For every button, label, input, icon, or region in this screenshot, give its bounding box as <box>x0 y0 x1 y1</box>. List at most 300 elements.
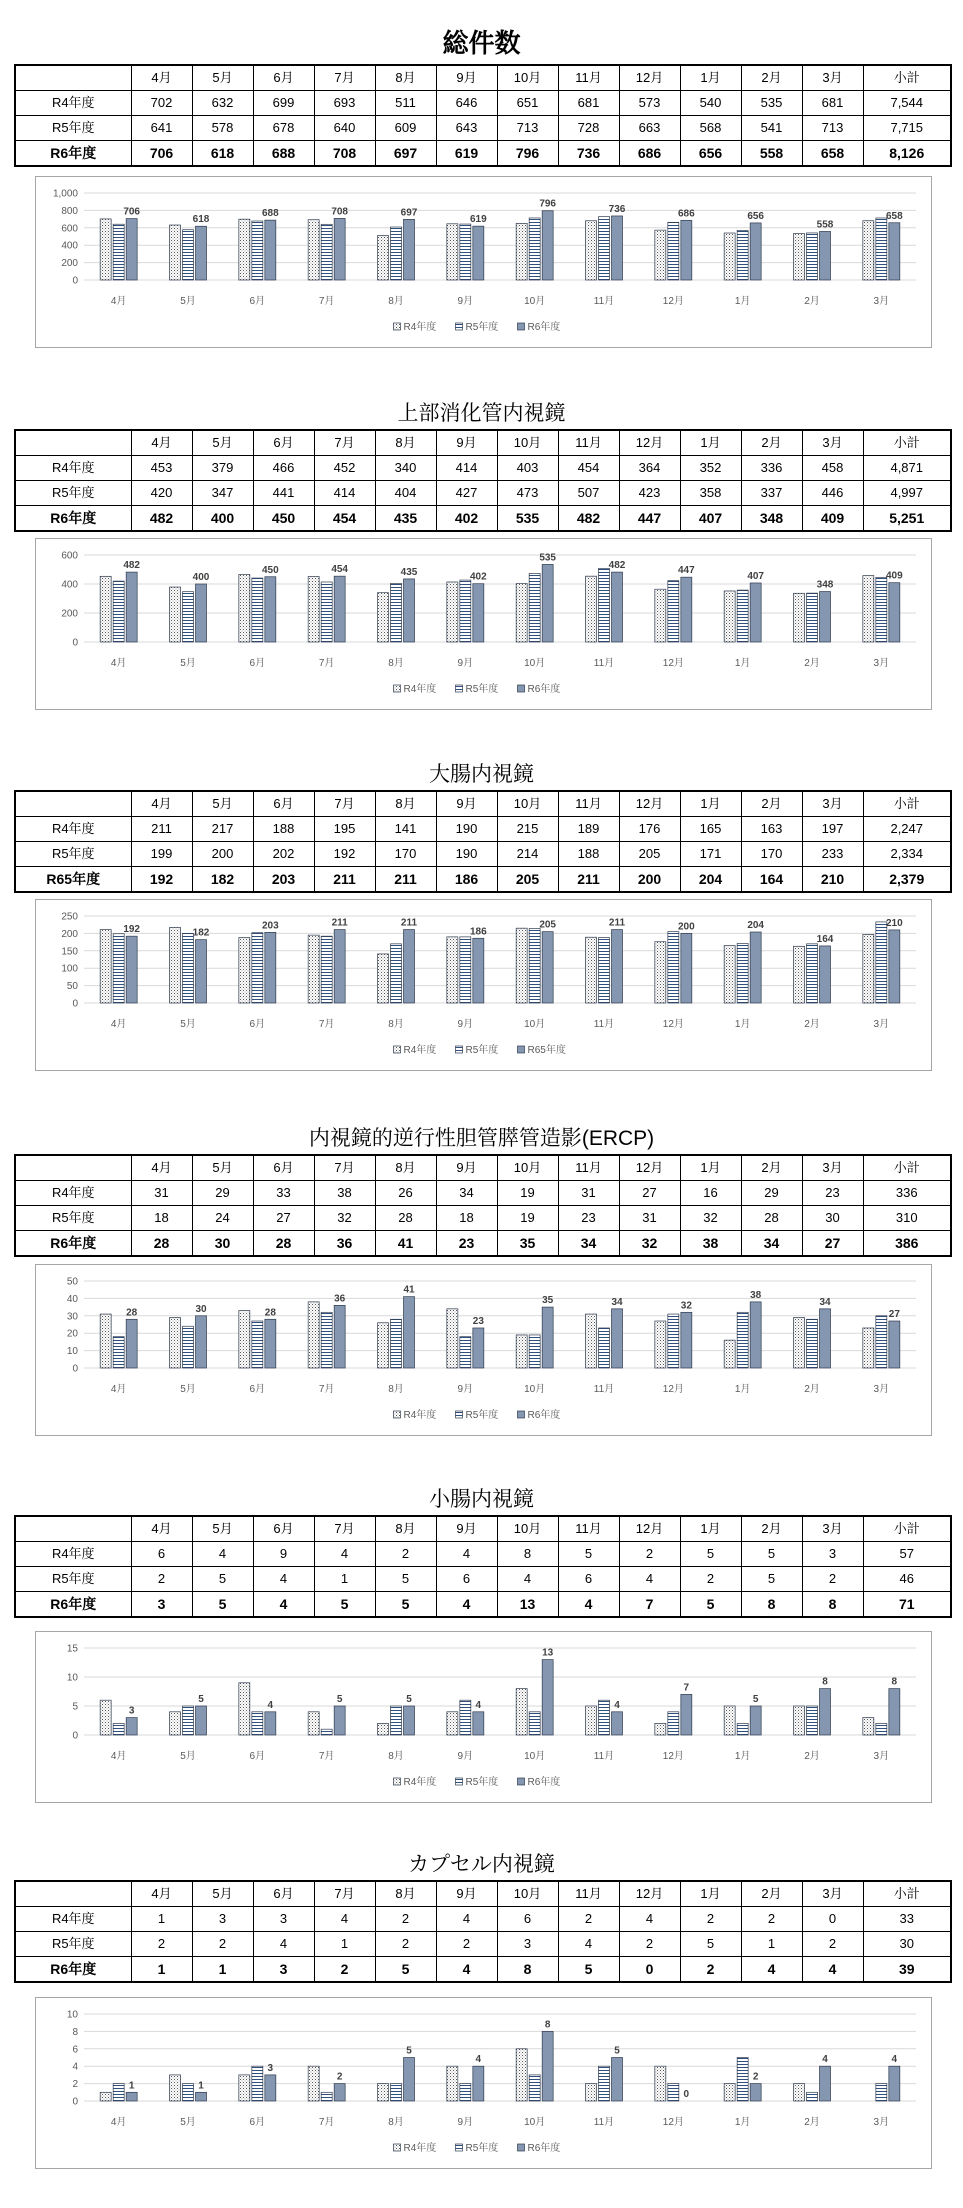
bar-R4年度 <box>308 1302 319 1368</box>
subtotal-header: 小計 <box>863 1516 951 1542</box>
bar-R6年度 <box>404 1706 415 1735</box>
cell-value: 214 <box>497 842 558 867</box>
data-label: 210 <box>885 917 903 929</box>
cell-value: 535 <box>741 91 802 116</box>
cell-value: 646 <box>436 91 497 116</box>
bar-R5年度 <box>737 231 748 280</box>
bar-R5年度 <box>183 592 194 642</box>
bar-R5年度 <box>321 1729 332 1735</box>
cell-value: 4 <box>558 1932 619 1957</box>
cell-value: 2 <box>680 1907 741 1932</box>
month-header: 12月 <box>619 430 680 456</box>
cell-value: 9 <box>253 1542 314 1567</box>
month-header: 7月 <box>314 1516 375 1542</box>
cell-value: 427 <box>436 481 497 506</box>
bar-R65年度 <box>196 940 207 1003</box>
legend-label: R4年度 <box>403 1045 437 1056</box>
cell-value: 5 <box>375 1957 436 1983</box>
cell-value: 1 <box>192 1957 253 1983</box>
bar-R65年度 <box>750 932 761 1003</box>
bar-R5年度 <box>668 222 679 280</box>
cell-value: 618 <box>192 141 253 167</box>
row-label: R6年度 <box>15 1592 131 1618</box>
cell-value: 466 <box>253 456 314 481</box>
row-total: 386 <box>863 1231 951 1257</box>
x-tick-label: 7月 <box>318 1019 335 1030</box>
data-label: 450 <box>261 564 279 576</box>
data-label: 5 <box>198 1694 204 1705</box>
bar-R5年度 <box>391 1319 402 1368</box>
cell-value: 414 <box>436 456 497 481</box>
bar-R65年度 <box>612 930 623 1003</box>
data-label: 38 <box>750 1289 762 1301</box>
x-tick-label: 9月 <box>457 1384 474 1395</box>
table-row <box>15 91 951 116</box>
x-tick-label: 10月 <box>524 1384 546 1395</box>
cell-value: 6 <box>131 1542 192 1567</box>
subtotal-header: 小計 <box>863 65 951 91</box>
row-total: 4,871 <box>863 456 951 481</box>
cell-value: 210 <box>802 867 863 893</box>
bar-R6年度 <box>820 1689 831 1735</box>
x-tick-label: 2月 <box>804 1019 820 1030</box>
cell-value: 19 <box>497 1181 558 1206</box>
month-header: 3月 <box>802 1155 863 1181</box>
cell-value: 4 <box>192 1542 253 1567</box>
month-header: 1月 <box>680 65 741 91</box>
cell-value: 5 <box>314 1592 375 1618</box>
month-header: 12月 <box>619 65 680 91</box>
section-title: 大腸内視鏡 <box>429 763 534 786</box>
bar-R5年度 <box>183 230 194 280</box>
bar-R4年度 <box>239 219 250 280</box>
cell-value: 3 <box>131 1592 192 1618</box>
month-header: 5月 <box>192 65 253 91</box>
month-header: 12月 <box>619 791 680 817</box>
legend-label: R65年度 <box>527 1045 566 1056</box>
cell-value: 1 <box>741 1932 802 1957</box>
month-header: 7月 <box>314 430 375 456</box>
cell-value: 609 <box>375 116 436 141</box>
legend-label: R6年度 <box>527 1777 561 1788</box>
month-header: 9月 <box>436 791 497 817</box>
cell-value: 4 <box>802 1957 863 1983</box>
month-header: 11月 <box>558 65 619 91</box>
x-tick-label: 3月 <box>873 296 890 307</box>
data-label: 0 <box>683 2089 690 2100</box>
cell-value: 211 <box>314 867 375 893</box>
cell-value: 141 <box>375 817 436 842</box>
legend-label: R4年度 <box>403 322 437 333</box>
cell-value: 2 <box>436 1932 497 1957</box>
cell-value: 197 <box>802 817 863 842</box>
cell-value: 541 <box>741 116 802 141</box>
bar-R4年度 <box>794 946 805 1003</box>
month-header: 6月 <box>253 1881 314 1907</box>
bar-R5年度 <box>668 1314 679 1368</box>
bar-R65年度 <box>265 932 276 1003</box>
data-label: 1 <box>128 2080 135 2092</box>
bar-R5年度 <box>529 1712 540 1735</box>
cell-value: 348 <box>741 506 802 532</box>
x-tick-label: 9月 <box>457 1019 474 1030</box>
bar-R6年度 <box>473 2066 484 2101</box>
x-tick-label: 9月 <box>457 2117 474 2128</box>
cell-value: 188 <box>253 817 314 842</box>
month-header: 6月 <box>253 430 314 456</box>
row-label: R5年度 <box>15 842 131 867</box>
row-total: 7,715 <box>863 116 951 141</box>
legend-label: R4年度 <box>403 2143 437 2154</box>
x-tick-label: 11月 <box>593 2117 615 2128</box>
cell-value: 192 <box>131 867 192 893</box>
bar-R6年度 <box>820 1309 831 1368</box>
bar-R4年度 <box>100 1314 111 1368</box>
x-tick-label: 3月 <box>873 1384 890 1395</box>
data-label: 13 <box>542 1647 554 1659</box>
x-tick-label: 6月 <box>249 296 266 307</box>
cell-value: 379 <box>192 456 253 481</box>
bar-R4年度 <box>100 1700 111 1735</box>
cell-value: 336 <box>741 456 802 481</box>
month-header: 9月 <box>436 430 497 456</box>
bar-R4年度 <box>516 2049 527 2101</box>
table-row <box>15 817 951 842</box>
row-total: 8,126 <box>863 141 951 167</box>
cell-value: 190 <box>436 842 497 867</box>
data-label: 482 <box>608 560 626 572</box>
bar-R4年度 <box>100 930 111 1003</box>
cell-value: 28 <box>131 1231 192 1257</box>
bar-R4年度 <box>378 1323 389 1368</box>
month-header: 2月 <box>741 1516 802 1542</box>
cell-value: 435 <box>375 506 436 532</box>
legend-swatch <box>518 323 525 330</box>
legend-swatch <box>518 1411 525 1418</box>
y-tick-label: 250 <box>61 911 78 923</box>
cell-value: 641 <box>131 116 192 141</box>
cell-value: 18 <box>436 1206 497 1231</box>
cell-value: 699 <box>253 91 314 116</box>
section-title: カプセル内視鏡 <box>408 1853 555 1876</box>
month-header: 1月 <box>680 791 741 817</box>
cell-value: 2 <box>131 1567 192 1592</box>
cell-value: 27 <box>802 1231 863 1257</box>
data-label: 5 <box>336 1694 343 1705</box>
month-header: 11月 <box>558 1881 619 1907</box>
cell-value: 713 <box>497 116 558 141</box>
data-label: 482 <box>123 560 141 572</box>
bar-R6年度 <box>612 572 623 642</box>
cell-value: 4 <box>619 1567 680 1592</box>
cell-value: 728 <box>558 116 619 141</box>
cell-value: 29 <box>192 1181 253 1206</box>
cell-value: 688 <box>253 141 314 167</box>
month-header: 3月 <box>802 791 863 817</box>
data-label: 4 <box>475 2054 482 2066</box>
bar-R6年度 <box>542 1307 553 1368</box>
x-tick-label: 11月 <box>593 1751 615 1762</box>
bar-R4年度 <box>794 2084 805 2101</box>
bar-R4年度 <box>516 223 527 280</box>
month-header: 6月 <box>253 1155 314 1181</box>
row-label: R6年度 <box>15 141 131 167</box>
bar-R5年度 <box>113 224 124 280</box>
data-label: 35 <box>542 1295 554 1307</box>
bar-R5年度 <box>252 1712 263 1735</box>
cell-value: 190 <box>436 817 497 842</box>
cell-value: 2 <box>619 1932 680 1957</box>
cell-value: 5 <box>741 1567 802 1592</box>
x-tick-label: 9月 <box>457 658 474 669</box>
row-total: 310 <box>863 1206 951 1231</box>
bar-R5年度 <box>599 1328 610 1368</box>
table-row <box>15 1957 951 1983</box>
x-tick-label: 5月 <box>180 1019 196 1030</box>
cell-value: 1 <box>314 1932 375 1957</box>
bar-R4年度 <box>170 1712 181 1735</box>
cell-value: 446 <box>802 481 863 506</box>
data-label: 34 <box>819 1296 831 1308</box>
x-tick-label: 7月 <box>318 296 335 307</box>
bar-R4年度 <box>378 1723 389 1735</box>
legend-label: R4年度 <box>403 1410 437 1421</box>
legend-swatch <box>456 1778 463 1785</box>
data-label: 656 <box>747 210 765 222</box>
bar-R5年度 <box>183 1326 194 1368</box>
legend-swatch <box>394 685 401 692</box>
bar-R5年度 <box>460 1337 471 1368</box>
bar-R5年度 <box>807 593 818 642</box>
bar-R6年度 <box>750 2084 761 2101</box>
data-label: 23 <box>472 1315 484 1327</box>
cell-value: 4 <box>253 1567 314 1592</box>
cell-value: 199 <box>131 842 192 867</box>
bar-R5年度 <box>391 944 402 1003</box>
x-tick-label: 12月 <box>662 658 684 669</box>
bar-R6年度 <box>889 583 900 642</box>
x-tick-label: 12月 <box>662 1384 684 1395</box>
bar-R4年度 <box>378 593 389 642</box>
cell-value: 4 <box>497 1567 558 1592</box>
bar-R5年度 <box>529 218 540 280</box>
bar-R4年度 <box>447 937 458 1003</box>
cell-value: 2 <box>802 1567 863 1592</box>
row-total: 30 <box>863 1932 951 1957</box>
month-header: 5月 <box>192 1881 253 1907</box>
y-tick-label: 40 <box>66 1293 78 1305</box>
month-header: 2月 <box>741 65 802 91</box>
cell-value: 195 <box>314 817 375 842</box>
cell-value: 454 <box>558 456 619 481</box>
bar-R6年度 <box>820 592 831 642</box>
bar-R65年度 <box>820 946 831 1003</box>
month-header: 12月 <box>619 1881 680 1907</box>
x-tick-label: 6月 <box>249 1751 266 1762</box>
bar-R6年度 <box>404 1297 415 1368</box>
bar-R6年度 <box>126 219 137 280</box>
bar-R4年度 <box>239 574 250 642</box>
month-header: 10月 <box>497 1881 558 1907</box>
data-label: 8 <box>544 2019 551 2031</box>
cell-value: 205 <box>619 842 680 867</box>
cell-value: 3 <box>253 1907 314 1932</box>
cell-value: 681 <box>558 91 619 116</box>
month-header: 9月 <box>436 1881 497 1907</box>
cell-value: 34 <box>436 1181 497 1206</box>
cell-value: 454 <box>314 506 375 532</box>
y-tick-label: 400 <box>61 579 78 591</box>
bar-R6年度 <box>473 584 484 642</box>
row-total: 46 <box>863 1567 951 1592</box>
cell-value: 2 <box>192 1932 253 1957</box>
bar-R4年度 <box>794 593 805 642</box>
bar-R6年度 <box>889 2066 900 2101</box>
data-label: 203 <box>261 920 279 932</box>
cell-value: 663 <box>619 116 680 141</box>
cell-value: 31 <box>558 1181 619 1206</box>
bar-R5年度 <box>737 1312 748 1368</box>
bar-R6年度 <box>196 584 207 642</box>
y-tick-label: 800 <box>61 205 78 217</box>
bar-R5年度 <box>668 932 679 1003</box>
x-tick-label: 7月 <box>318 1751 335 1762</box>
bar-R4年度 <box>863 1718 874 1735</box>
x-tick-label: 2月 <box>804 1751 820 1762</box>
bar-R5年度 <box>668 2084 679 2101</box>
month-header: 1月 <box>680 1881 741 1907</box>
x-tick-label: 7月 <box>318 2117 335 2128</box>
bar-R5年度 <box>737 1723 748 1735</box>
data-table <box>14 1154 952 1257</box>
month-header: 10月 <box>497 1155 558 1181</box>
table-row <box>15 141 951 167</box>
bar-R6年度 <box>542 564 553 642</box>
cell-value: 27 <box>253 1206 314 1231</box>
cell-value: 4 <box>436 1542 497 1567</box>
bar-R6年度 <box>404 579 415 642</box>
row-label: R65年度 <box>15 867 131 893</box>
cell-value: 441 <box>253 481 314 506</box>
bar-R5年度 <box>876 577 887 642</box>
bar-R6年度 <box>820 231 831 280</box>
bar-R6年度 <box>196 1706 207 1735</box>
data-label: 41 <box>403 1284 415 1296</box>
cell-value: 678 <box>253 116 314 141</box>
cell-value: 165 <box>680 817 741 842</box>
cell-value: 6 <box>436 1567 497 1592</box>
y-tick-label: 400 <box>61 240 78 252</box>
bar-R4年度 <box>863 1328 874 1368</box>
data-label: 205 <box>539 919 557 931</box>
bar-R5年度 <box>599 1700 610 1735</box>
y-tick-label: 10 <box>66 1346 78 1358</box>
bar-R4年度 <box>794 1706 805 1735</box>
month-header: 2月 <box>741 791 802 817</box>
bar-R5年度 <box>737 2058 748 2102</box>
x-tick-label: 12月 <box>662 2117 684 2128</box>
month-header: 5月 <box>192 1155 253 1181</box>
legend-swatch <box>518 685 525 692</box>
row-label: R4年度 <box>15 91 131 116</box>
table-row <box>15 1567 951 1592</box>
table-row <box>15 481 951 506</box>
x-tick-label: 8月 <box>388 1751 404 1762</box>
data-label: 34 <box>611 1296 623 1308</box>
row-label: R4年度 <box>15 817 131 842</box>
month-header: 11月 <box>558 1155 619 1181</box>
cell-value: 34 <box>741 1231 802 1257</box>
bar-R5年度 <box>876 2084 887 2101</box>
legend-swatch <box>456 1411 463 1418</box>
row-label: R5年度 <box>15 1206 131 1231</box>
bar-R6年度 <box>889 223 900 280</box>
table-row <box>15 867 951 893</box>
month-header: 4月 <box>131 1881 192 1907</box>
bar-R4年度 <box>794 1318 805 1368</box>
x-tick-label: 11月 <box>593 1384 615 1395</box>
cell-value: 4 <box>741 1957 802 1983</box>
section-title: 内視鏡的逆行性胆管膵管造影(ERCP) <box>308 1127 655 1150</box>
table-row <box>15 1231 951 1257</box>
table-row <box>15 1592 951 1618</box>
row-label: R4年度 <box>15 1181 131 1206</box>
cell-value: 203 <box>253 867 314 893</box>
bar-R4年度 <box>170 1318 181 1368</box>
row-total: 2,334 <box>863 842 951 867</box>
cell-value: 4 <box>314 1907 375 1932</box>
bar-R4年度 <box>378 2084 389 2101</box>
cell-value: 6 <box>497 1907 558 1932</box>
month-header: 8月 <box>375 1155 436 1181</box>
subtotal-header: 小計 <box>863 430 951 456</box>
x-tick-label: 4月 <box>110 658 127 669</box>
cell-value: 28 <box>741 1206 802 1231</box>
month-header: 7月 <box>314 1881 375 1907</box>
bar-R4年度 <box>586 221 597 280</box>
x-tick-label: 4月 <box>110 296 127 307</box>
cell-value: 1 <box>314 1567 375 1592</box>
bar-R6年度 <box>473 1712 484 1735</box>
data-label: 28 <box>264 1307 276 1319</box>
month-header: 1月 <box>680 430 741 456</box>
cell-value: 4 <box>314 1542 375 1567</box>
data-label: 736 <box>608 203 626 215</box>
legend-swatch <box>394 2144 401 2151</box>
cell-value: 511 <box>375 91 436 116</box>
data-label: 211 <box>331 917 348 929</box>
data-label: 688 <box>261 208 279 220</box>
bar-R5年度 <box>113 581 124 642</box>
data-label: 4 <box>475 1699 482 1711</box>
cell-value: 8 <box>497 1542 558 1567</box>
cell-value: 23 <box>802 1181 863 1206</box>
bar-R4年度 <box>239 1311 250 1368</box>
x-tick-label: 1月 <box>734 1384 751 1395</box>
cell-value: 217 <box>192 817 253 842</box>
bar-R5年度 <box>183 933 194 1003</box>
cell-value: 38 <box>680 1231 741 1257</box>
bar-R4年度 <box>308 220 319 280</box>
data-label: 4 <box>891 2054 898 2066</box>
y-tick-label: 200 <box>61 258 78 270</box>
cell-value: 8 <box>497 1957 558 1983</box>
cell-value: 358 <box>680 481 741 506</box>
x-tick-label: 8月 <box>388 1019 404 1030</box>
bar-R5年度 <box>807 944 818 1003</box>
legend-label: R4年度 <box>403 684 437 695</box>
data-table <box>14 790 952 893</box>
